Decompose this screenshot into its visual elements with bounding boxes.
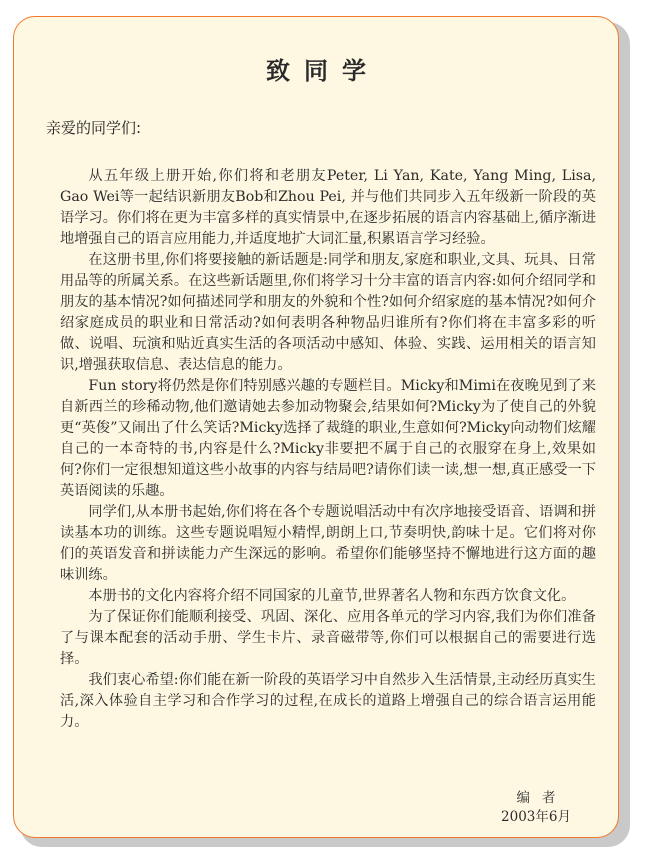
paragraph-7: 我们衷心希望:你们能在新一阶段的英语学习中自然步入生活情景,主动经历真实生活,深入体验自主学习和合作学习的过程,在成长的道路上增强自己的综合语言运用能力。 bbox=[60, 672, 596, 730]
paragraph-6: 为了保证你们能顺利接受、巩固、深化、应用各单元的学习内容,我们为你们准备了与课本配套的活动手册、学生卡片、录音磁带等,你们可以根据自己的需要进行选择。 bbox=[60, 609, 596, 667]
paragraph-3: Fun story将仍然是你们特别感兴趣的专题栏目。Micky和Mimi在夜晚见到了来自新西兰的珍稀动物,他们邀请她去参加动物聚会,结果如何?Micky为了使自己的外貌更“英俊”又闹出了什么笑话?Micky选择了裁缝的职业,生意如何?Micky向动物们炫耀自己的一本奇特的书,内容是什么?Micky非要把不属于自己的衣服穿在身上,效果如何?你们一定很想知道这些小故事的内容与结局吧?请你们读一读,想一想,真正感受一下英语阅读的乐趣。 bbox=[60, 378, 596, 499]
signature bbox=[476, 789, 596, 827]
signature-editor: 编者 bbox=[516, 790, 568, 806]
letter-body bbox=[60, 166, 596, 733]
paragraph-4: 同学们,从本册书起始,你们将在各个专题说唱活动中有次序地接受语音、语调和拼读基本功的训练。这些专题说唱短小精悍,朗朗上口,节奏明快,韵味十足。它们将对你们的英语发音和拼读能力产生深远的影响。希望你们能够坚持不懈地进行这方面的趣味训练。 bbox=[60, 504, 596, 583]
greeting: 亲爱的同学们: bbox=[46, 119, 142, 137]
paragraph-1: 从五年级上册开始,你们将和老朋友Peter, Li Yan, Kate, Yang Ming, Lisa, Gao Wei等一起结识新朋友Bob和Zhou Pei, 并与他们共同步入五年级新一阶段的英语学习。你们将在更为丰富多样的真实情景中,在逐步拓展的语言内容基础上,循序渐进地增强自己的语言应用能力,并适度地扩大词汇量,积累语言学习经验。 bbox=[60, 168, 596, 247]
page-title: 致同学 bbox=[266, 57, 380, 85]
paragraph-5: 本册书的文化内容将介绍不同国家的儿童节,世界著名人物和东西方饮食文化。 bbox=[88, 588, 576, 604]
paragraph-2: 在这册书里,你们将要接触的新话题是:同学和朋友,家庭和职业,文具、玩具、日常用品等的所属关系。在这些新话题里,你们将学习十分丰富的语言内容:如何介绍同学和朋友的基本情况?如何描述同学和朋友的外貌和个性?如何介绍家庭的基本情况?如何介绍家庭成员的职业和日常活动?如何表明各种物品归谁所有?你们将在丰富多彩的听做、说唱、玩演和贴近真实生活的各项活动中感知、体验、实践、运用相关的语言知识,增强获取信息、表达信息的能力。 bbox=[60, 252, 596, 373]
signature-date: 2003年6月 bbox=[501, 809, 571, 825]
letter-card bbox=[13, 16, 619, 838]
